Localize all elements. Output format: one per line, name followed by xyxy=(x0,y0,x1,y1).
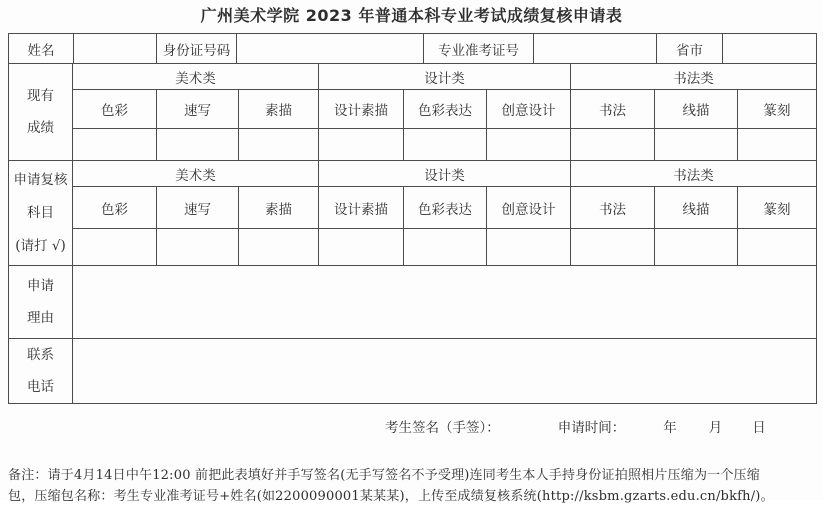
review-subjects-label: 申请复核 科目 (请打 √) xyxy=(9,161,73,266)
review-check-cell xyxy=(239,229,319,266)
province-value-cell xyxy=(723,34,817,64)
review-check-cell xyxy=(73,229,157,266)
remarks-line-2: 包，压缩包名称：考生专业准考证号+姓名(如2200090001某某某)，上传至成绩复核系统(http://ksbm.gzarts.edu.cn/bkfh/)。 xyxy=(8,489,774,504)
ticket-number-label: 专业准考证号 xyxy=(424,34,534,64)
subject-color-expression: 色彩表达 xyxy=(404,90,487,129)
review-check-cell xyxy=(571,229,655,266)
category-fine-art: 美术类 xyxy=(73,161,319,187)
remarks-note xyxy=(8,465,815,507)
reason-phone-table xyxy=(8,265,817,404)
day-unit: 日 xyxy=(752,420,766,436)
category-design: 设计类 xyxy=(319,161,571,187)
existing-score-cell xyxy=(487,129,571,161)
subject-calligraphy: 书法 xyxy=(571,90,655,129)
candidate-signature-label: 考生签名（手签）： xyxy=(385,420,500,436)
phone-label: 联系 电话 xyxy=(9,339,73,404)
existing-subject-row xyxy=(9,90,817,129)
existing-score-label: 现有 成绩 xyxy=(9,64,73,161)
subject-drawing: 素描 xyxy=(239,90,319,129)
signature-row xyxy=(385,418,823,438)
subject-color-expression: 色彩表达 xyxy=(404,187,487,229)
review-check-cell xyxy=(487,229,571,266)
review-check-cell xyxy=(404,229,487,266)
subject-drawing: 素描 xyxy=(239,187,319,229)
phone-value-cell xyxy=(73,339,817,404)
subject-color: 色彩 xyxy=(73,187,157,229)
subject-line-drawing: 线描 xyxy=(655,187,738,229)
form-title: 广州美术学院 2023 年普通本科专业考试成绩复核申请表 xyxy=(200,6,623,25)
application-time-label: 申请时间： xyxy=(557,420,626,436)
subject-sketching: 速写 xyxy=(157,187,239,229)
info-table xyxy=(8,33,817,64)
existing-score-cell xyxy=(157,129,239,161)
review-check-cell xyxy=(655,229,738,266)
reason-row xyxy=(9,266,817,339)
subject-calligraphy: 书法 xyxy=(571,187,655,229)
category-fine-art: 美术类 xyxy=(73,64,319,90)
review-check-row xyxy=(9,229,817,266)
subject-sketching: 速写 xyxy=(157,90,239,129)
review-check-cell xyxy=(157,229,239,266)
month-unit: 月 xyxy=(708,420,723,436)
existing-score-cell xyxy=(738,129,817,161)
existing-score-cell xyxy=(404,129,487,161)
subject-design-drawing: 设计素描 xyxy=(319,187,404,229)
review-subject-row xyxy=(9,187,817,229)
existing-score-cell xyxy=(571,129,655,161)
info-row xyxy=(9,34,817,64)
subject-creative-design: 创意设计 xyxy=(487,187,571,229)
reason-label: 申请 理由 xyxy=(9,266,73,339)
subject-seal-carving: 篆刻 xyxy=(738,90,817,129)
id-number-label: 身份证号码 xyxy=(157,34,237,64)
review-check-cell xyxy=(319,229,404,266)
id-number-value-cell xyxy=(237,34,424,64)
remarks-line-1: 备注：请于4月14日中午12:00 前把此表填好并手写签名(无手写签名不予受理)连同考生本人手持身份证拍照相片压缩为一个压缩 xyxy=(8,468,760,483)
review-check-cell xyxy=(738,229,817,266)
name-label: 姓名 xyxy=(9,34,74,64)
year-unit: 年 xyxy=(663,420,677,436)
existing-score-cell xyxy=(239,129,319,161)
review-category-row xyxy=(9,161,817,187)
score-table xyxy=(8,63,817,266)
phone-row xyxy=(9,339,817,404)
province-label: 省市 xyxy=(657,34,723,64)
subject-design-drawing: 设计素描 xyxy=(319,90,404,129)
subject-color: 色彩 xyxy=(73,90,157,129)
name-value-cell xyxy=(74,34,157,64)
subject-line-drawing: 线描 xyxy=(655,90,738,129)
existing-score-cell xyxy=(73,129,157,161)
ticket-number-value-cell xyxy=(534,34,657,64)
existing-category-row xyxy=(9,64,817,90)
category-design: 设计类 xyxy=(319,64,571,90)
subject-creative-design: 创意设计 xyxy=(487,90,571,129)
existing-score-cell xyxy=(319,129,404,161)
reason-value-cell xyxy=(73,266,817,339)
category-calligraphy: 书法类 xyxy=(571,64,817,90)
category-calligraphy: 书法类 xyxy=(571,161,817,187)
existing-score-value-row xyxy=(9,129,817,161)
existing-score-cell xyxy=(655,129,738,161)
subject-seal-carving: 篆刻 xyxy=(738,187,817,229)
